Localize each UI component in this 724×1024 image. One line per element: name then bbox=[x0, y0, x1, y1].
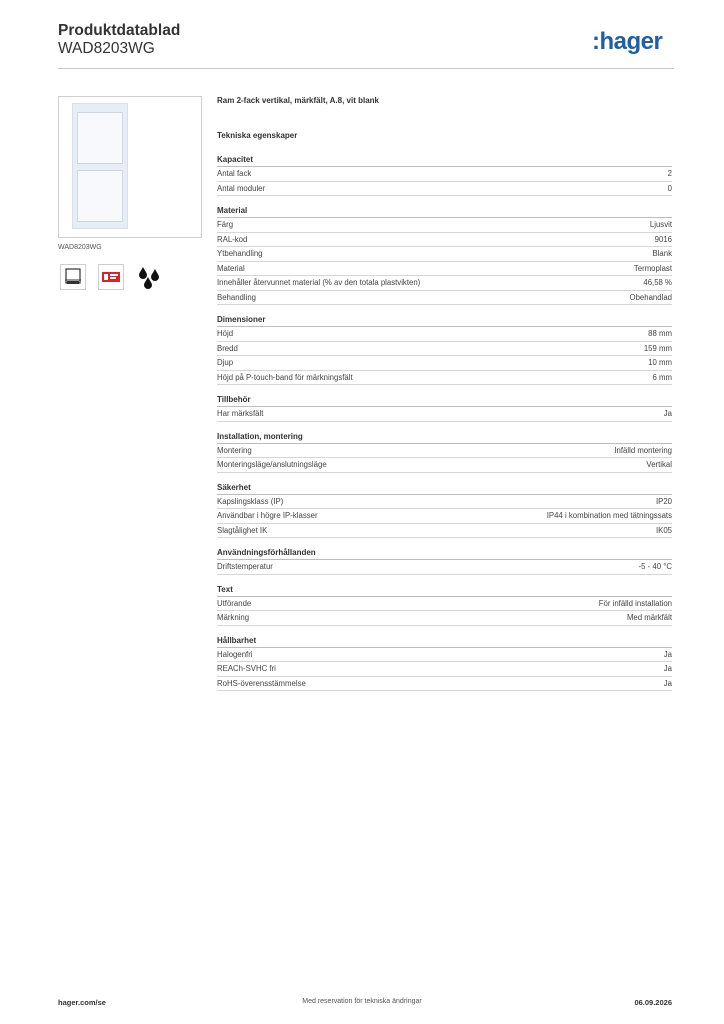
spec-row bbox=[217, 495, 672, 510]
spec-value: IP44 i kombination med tätningssats bbox=[546, 511, 672, 520]
spec-value: Med märkfält bbox=[626, 613, 672, 622]
section-title: Användningsförhållanden bbox=[217, 547, 672, 560]
spec-label: Märkning bbox=[217, 613, 250, 622]
spec-sections bbox=[217, 154, 672, 691]
spec-section bbox=[217, 547, 672, 575]
halogen-free-badge-icon bbox=[98, 264, 124, 290]
spec-row bbox=[217, 356, 672, 371]
header-divider bbox=[58, 68, 674, 69]
spec-section bbox=[217, 584, 672, 626]
spec-row bbox=[217, 611, 672, 626]
section-title: Hållbarhet bbox=[217, 635, 672, 648]
footer-date: 06.09.2026 bbox=[634, 998, 672, 1007]
spec-row bbox=[217, 444, 672, 459]
product-code: WAD8203WG bbox=[58, 40, 155, 57]
spec-value: Ja bbox=[663, 678, 672, 688]
spec-label: RoHS-överensstämmelse bbox=[217, 678, 306, 688]
spec-row bbox=[217, 458, 672, 473]
spec-value: 0 bbox=[667, 183, 672, 193]
spec-section bbox=[217, 205, 672, 305]
spec-value: För infälld installation bbox=[598, 598, 672, 608]
spec-value: IP20 bbox=[655, 496, 672, 506]
spec-label: Färg bbox=[217, 220, 234, 229]
spec-label: Antal fack bbox=[217, 169, 252, 178]
spec-value: Ja bbox=[663, 664, 672, 673]
spec-value: IK05 bbox=[655, 525, 672, 535]
spec-row bbox=[217, 262, 672, 277]
spec-label: Slagtålighet IK bbox=[217, 525, 268, 535]
spec-label: Halogenfri bbox=[217, 649, 253, 659]
spec-label: Har märksfält bbox=[217, 409, 264, 418]
product-name: Ram 2-fack vertikal, märkfält, A.8, vit blank bbox=[217, 96, 379, 105]
section-title: Tillbehör bbox=[217, 394, 672, 407]
product-image bbox=[58, 96, 202, 238]
spec-value: 6 mm bbox=[652, 372, 672, 382]
spec-value: Ja bbox=[663, 409, 672, 418]
page-title: Produktdatablad bbox=[58, 22, 181, 39]
spec-row bbox=[217, 597, 672, 612]
footer-website: hager.com/se bbox=[58, 998, 106, 1007]
spec-row bbox=[217, 218, 672, 233]
spec-row bbox=[217, 342, 672, 357]
spec-row bbox=[217, 247, 672, 262]
spec-label: Höjd på P-touch-band för märkningsfält bbox=[217, 372, 353, 382]
spec-row bbox=[217, 233, 672, 248]
spec-label: Ytbehandling bbox=[217, 249, 263, 258]
image-caption: WAD8203WG bbox=[58, 244, 102, 251]
spec-value: -5 - 40 °C bbox=[638, 562, 672, 571]
spec-value: Infälld montering bbox=[614, 445, 672, 455]
spec-value: 10 mm bbox=[648, 358, 672, 367]
spec-row bbox=[217, 560, 672, 575]
spec-row bbox=[217, 167, 672, 182]
spec-value: 88 mm bbox=[648, 329, 672, 338]
spec-label: Höjd bbox=[217, 329, 234, 338]
spec-value: 2 bbox=[667, 169, 672, 178]
section-title: Material bbox=[217, 205, 672, 218]
spec-label: Driftstemperatur bbox=[217, 562, 273, 571]
spec-row bbox=[217, 648, 672, 663]
spec-value: Obehandlad bbox=[629, 292, 672, 302]
spec-value: 159 mm bbox=[643, 343, 672, 353]
spec-label: RAL-kod bbox=[217, 234, 248, 244]
spec-row bbox=[217, 524, 672, 539]
spec-row bbox=[217, 662, 672, 677]
flush-mount-box-icon bbox=[60, 264, 86, 290]
technical-heading: Tekniska egenskaper bbox=[217, 131, 298, 140]
water-drops-ip-icon bbox=[136, 264, 162, 290]
spec-label: Kapslingsklass (IP) bbox=[217, 496, 284, 506]
spec-label: Behandling bbox=[217, 292, 257, 302]
spec-label: Användbar i högre IP-klasser bbox=[217, 511, 318, 520]
frame-graphic bbox=[72, 103, 128, 229]
frame-slot-bottom bbox=[77, 170, 123, 222]
footer-disclaimer: Med reservation för tekniska ändringar bbox=[302, 998, 422, 1005]
spec-section bbox=[217, 154, 672, 196]
spec-label: Bredd bbox=[217, 343, 238, 353]
spec-value: Ja bbox=[663, 649, 672, 659]
spec-section bbox=[217, 314, 672, 385]
spec-section bbox=[217, 635, 672, 692]
spec-label: Material bbox=[217, 263, 245, 273]
spec-row bbox=[217, 407, 672, 422]
spec-section bbox=[217, 394, 672, 422]
spec-value: Termoplast bbox=[633, 263, 672, 273]
section-title: Dimensioner bbox=[217, 314, 672, 327]
spec-row bbox=[217, 291, 672, 306]
section-title: Text bbox=[217, 584, 672, 597]
spec-row bbox=[217, 182, 672, 197]
spec-section bbox=[217, 482, 672, 539]
spec-content bbox=[217, 96, 672, 700]
spec-row bbox=[217, 371, 672, 386]
frame-slot-top bbox=[77, 112, 123, 164]
spec-row bbox=[217, 327, 672, 342]
spec-label: Djup bbox=[217, 358, 234, 367]
spec-value: Vertikal bbox=[646, 460, 672, 469]
spec-value: Ljusvit bbox=[649, 220, 672, 229]
spec-value: Blank bbox=[652, 249, 672, 258]
section-title: Installation, montering bbox=[217, 431, 672, 444]
spec-label: Innehåller återvunnet material (% av den totala plastvikten) bbox=[217, 278, 421, 287]
spec-row bbox=[217, 509, 672, 524]
spec-value: 9016 bbox=[654, 234, 672, 244]
spec-label: Antal moduler bbox=[217, 183, 266, 193]
spec-label: Monteringsläge/anslutningsläge bbox=[217, 460, 327, 469]
spec-row bbox=[217, 276, 672, 291]
section-title: Säkerhet bbox=[217, 482, 672, 495]
hager-logo: :hager bbox=[592, 28, 663, 55]
spec-label: REACh-SVHC fri bbox=[217, 664, 276, 673]
spec-label: Utförande bbox=[217, 598, 252, 608]
spec-value: 46,58 % bbox=[643, 278, 672, 287]
section-title: Kapacitet bbox=[217, 154, 672, 167]
spec-row bbox=[217, 677, 672, 692]
spec-section bbox=[217, 431, 672, 473]
spec-label: Montering bbox=[217, 445, 252, 455]
